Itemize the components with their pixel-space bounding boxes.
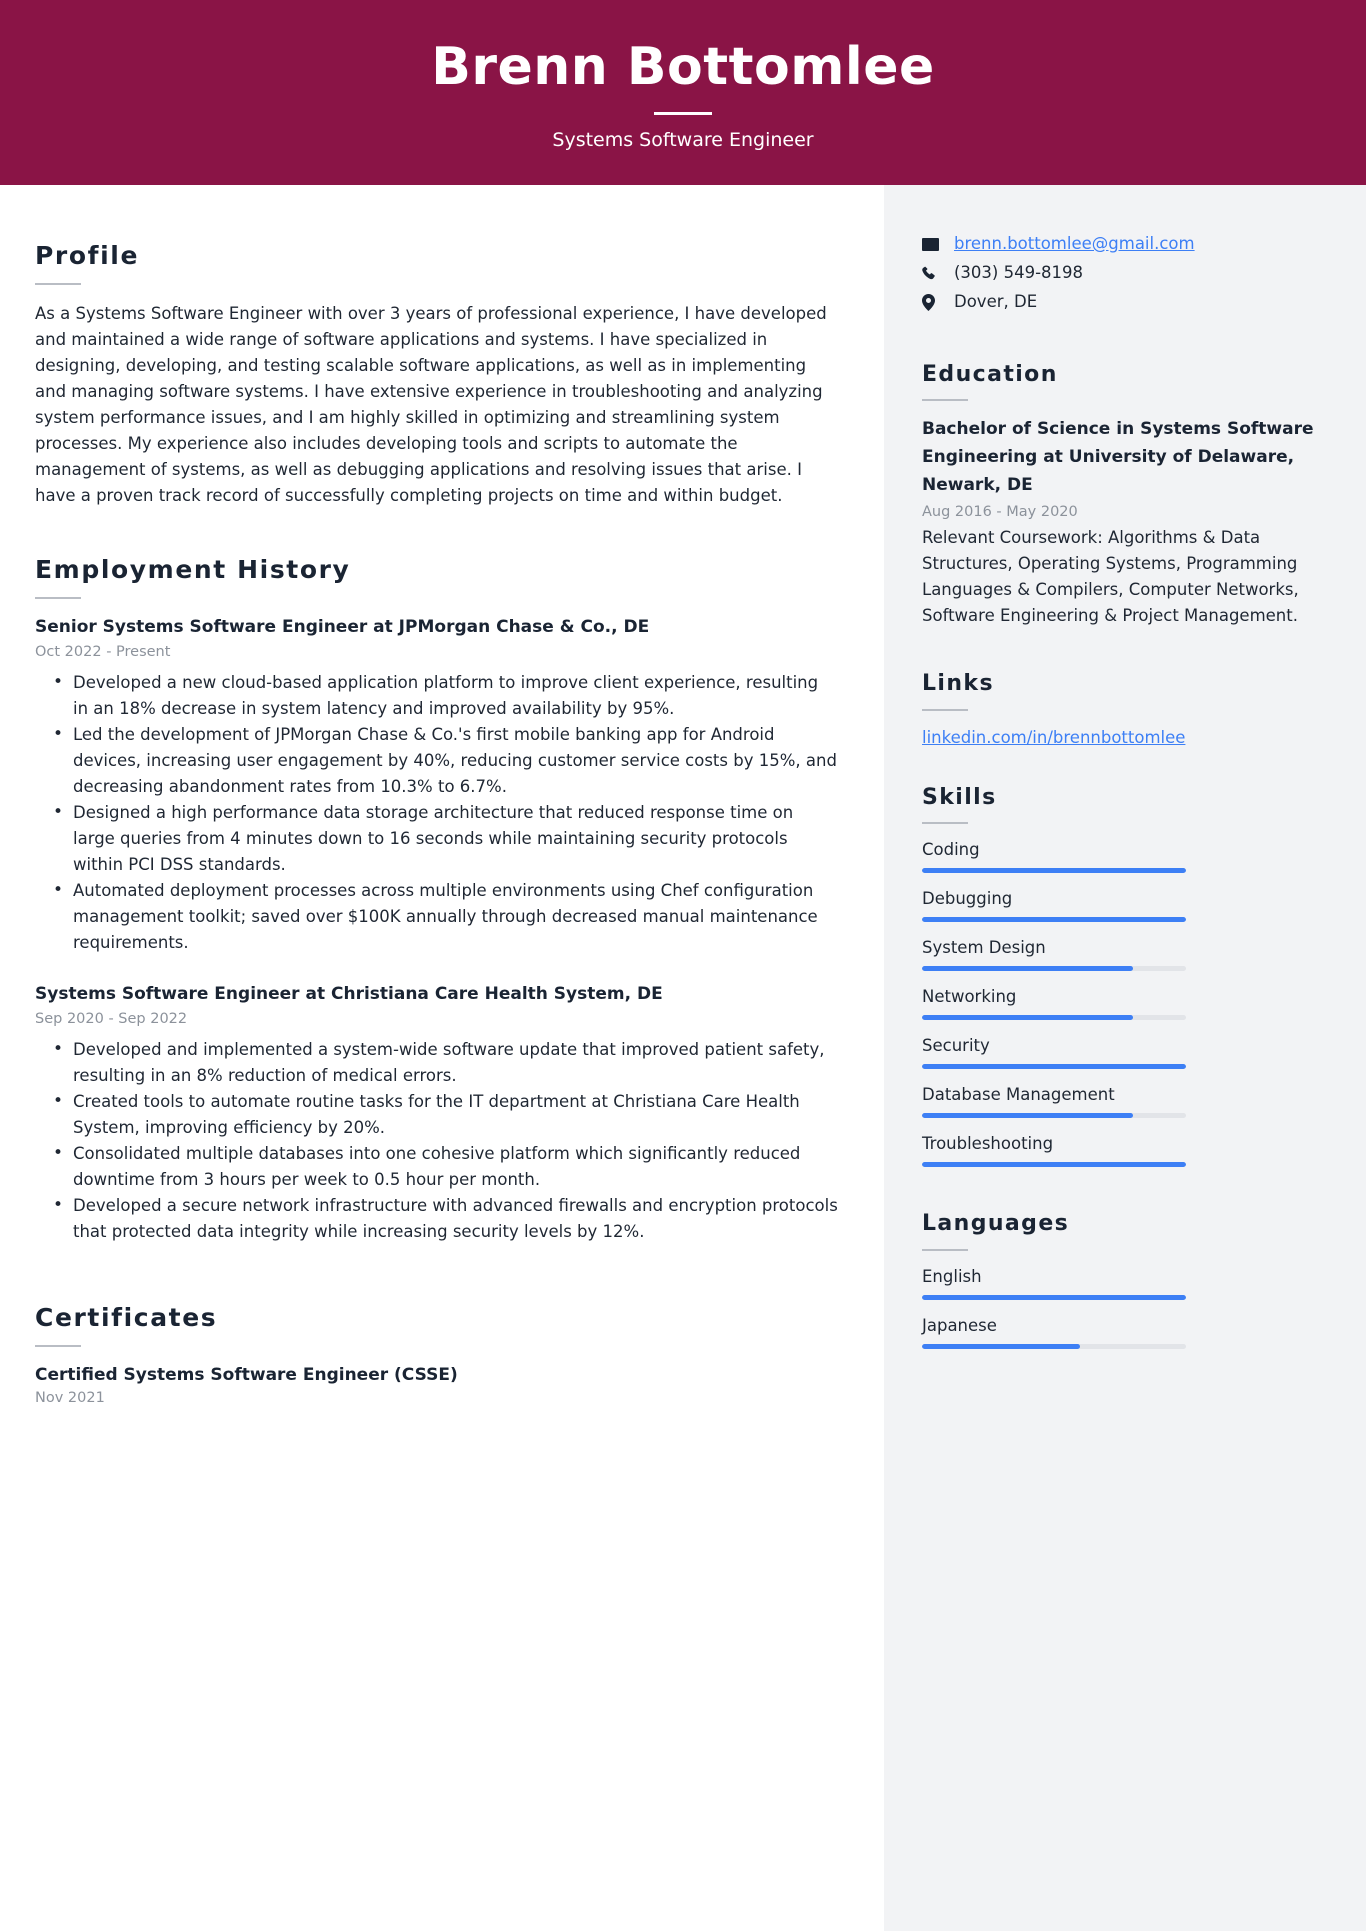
skill-item-label: Coding bbox=[922, 840, 980, 860]
section-rule bbox=[922, 399, 968, 401]
job-dates: Sep 2020 - Sep 2022 bbox=[35, 1011, 188, 1027]
profile-text: As a Systems Software Engineer with over 3 years of professional experience, I have developed and maintained a wide range of software applications and systems. I have specialized in designing, developing, and testing scalable software applications, as well as in implementing and managing software systems. I have extensive experience in troubleshooting and analyzing system performance issues, and I am highly skilled in optimizing and streamlining system processes. My experience also includes developing tools and scripts to automate the management of systems, as well as debugging applications and resolving issues that arise. I have a proven track record of successfully completing projects on time and within budget. bbox=[35, 304, 827, 505]
skill-item-label: Database Management bbox=[922, 1085, 1115, 1105]
contact-row-location bbox=[922, 291, 1320, 313]
skill-item-fill bbox=[922, 917, 1186, 922]
spacer bbox=[922, 320, 1320, 362]
skill-item bbox=[922, 1034, 1320, 1069]
section-certificates bbox=[35, 1303, 838, 1406]
list-item: • Led the development of JPMorgan Chase & Co.'s first mobile banking app for Android devices, increasing user engagement by 40%, reducing customer service costs by 15%, and decreasing abandonment rates from 10.3% to 6.7%. bbox=[73, 722, 838, 800]
skill-item-label: Troubleshooting bbox=[922, 1134, 1054, 1154]
certificate-title: Certified Systems Software Engineer (CSSE) bbox=[35, 1365, 458, 1385]
header-divider bbox=[654, 112, 712, 115]
spacer bbox=[35, 509, 838, 555]
skill-item-fill bbox=[922, 1113, 1133, 1118]
section-rule bbox=[922, 822, 968, 824]
section-rule bbox=[35, 283, 81, 285]
resume-header bbox=[0, 0, 1366, 185]
spacer bbox=[35, 1245, 838, 1303]
section-heading-certificates: Certificates bbox=[35, 1303, 218, 1332]
list-item: • Automated deployment processes across multiple environments using Chef configuration management toolkit; saved over $100K annually through decreased manual maintenance requirements. bbox=[73, 878, 838, 956]
skill-item-fill bbox=[922, 1015, 1133, 1020]
list-item: • Developed a new cloud-based application platform to improve client experience, resulting in an 18% decrease in system latency and improved availability by 95%. bbox=[73, 670, 838, 722]
job-bullet-list bbox=[35, 1037, 838, 1245]
education-description: Relevant Coursework: Algorithms & Data Structures, Operating Systems, Programming Languages & Compilers, Computer Networks, Software Engineering & Project Management. bbox=[922, 528, 1299, 626]
skill-item-track bbox=[922, 917, 1186, 922]
email-link[interactable]: brenn.bottomlee@gmail.com bbox=[954, 234, 1195, 253]
skill-item-label: Networking bbox=[922, 987, 1017, 1007]
skill-item bbox=[922, 887, 1320, 922]
skill-item bbox=[922, 985, 1320, 1020]
section-education bbox=[922, 362, 1320, 629]
section-rule bbox=[35, 1345, 81, 1347]
section-heading-employment: Employment History bbox=[35, 555, 351, 584]
skill-item-label: Security bbox=[922, 1036, 990, 1056]
skill-item-fill bbox=[922, 1162, 1186, 1167]
skill-item-track bbox=[922, 1064, 1186, 1069]
phone-number: (303) 549-8198 bbox=[954, 263, 1084, 282]
section-languages bbox=[922, 1211, 1320, 1348]
spacer bbox=[922, 751, 1320, 785]
language-item-label: Japanese bbox=[922, 1315, 997, 1335]
section-rule bbox=[922, 1249, 968, 1251]
language-item-track bbox=[922, 1344, 1186, 1349]
section-heading-links: Links bbox=[922, 671, 994, 697]
job-bullet-list bbox=[35, 670, 838, 956]
contact-details bbox=[922, 233, 1320, 313]
language-item bbox=[922, 1314, 1320, 1349]
location-text: Dover, DE bbox=[954, 292, 1038, 311]
section-heading-education: Education bbox=[922, 362, 1058, 387]
section-links bbox=[922, 671, 1320, 750]
skills-list bbox=[922, 838, 1320, 1167]
skill-item-fill bbox=[922, 966, 1133, 971]
skill-item-track bbox=[922, 1015, 1186, 1020]
contact-row-phone bbox=[922, 262, 1320, 284]
section-skills bbox=[922, 785, 1320, 1167]
language-item bbox=[922, 1265, 1320, 1300]
header-subtitle: Systems Software Engineer bbox=[552, 129, 814, 152]
certificate-date: Nov 2021 bbox=[35, 1390, 105, 1406]
section-heading-skills: Skills bbox=[922, 784, 997, 810]
job-entry bbox=[35, 982, 838, 1245]
spacer bbox=[922, 629, 1320, 671]
envelope-icon bbox=[922, 238, 944, 251]
section-rule bbox=[922, 709, 968, 711]
language-item-fill bbox=[922, 1344, 1080, 1349]
linkedin-link[interactable]: linkedin.com/in/brennbottomlee bbox=[922, 727, 1186, 747]
list-item: • Consolidated multiple databases into one cohesive platform which significantly reduced downtime from 3 hours per week to 0.5 hour per month. bbox=[73, 1141, 838, 1193]
skill-item-label: System Design bbox=[922, 938, 1046, 958]
skill-item-track bbox=[922, 1162, 1186, 1167]
resume-body bbox=[0, 185, 1366, 1931]
job-dates: Oct 2022 - Present bbox=[35, 644, 171, 660]
skill-item-fill bbox=[922, 868, 1186, 873]
location-pin-icon bbox=[922, 294, 944, 311]
skill-item bbox=[922, 838, 1320, 873]
education-dates: Aug 2016 - May 2020 bbox=[922, 504, 1078, 521]
skill-item-fill bbox=[922, 1064, 1186, 1069]
job-entry bbox=[35, 615, 838, 956]
main-column bbox=[0, 185, 884, 1931]
spacer bbox=[922, 1181, 1320, 1211]
section-rule bbox=[35, 597, 81, 599]
language-item-label: English bbox=[922, 1266, 982, 1286]
skill-item-track bbox=[922, 966, 1186, 971]
list-item: • Designed a high performance data storage architecture that reduced response time on large queries from 4 minutes down to 16 seconds while maintaining security protocols within PCI DSS standards. bbox=[73, 800, 838, 878]
job-title: Systems Software Engineer at Christiana Care Health System, DE bbox=[35, 984, 663, 1004]
sidebar bbox=[884, 185, 1366, 1931]
skill-item-label: Debugging bbox=[922, 889, 1013, 909]
page-title: Brenn Bottomlee bbox=[431, 36, 935, 97]
section-profile bbox=[35, 241, 838, 509]
certificate-entry bbox=[35, 1363, 838, 1406]
contact-row-email bbox=[922, 233, 1320, 255]
skill-item bbox=[922, 1083, 1320, 1118]
language-item-track bbox=[922, 1295, 1186, 1300]
section-heading-languages: Languages bbox=[922, 1211, 1070, 1237]
skill-item bbox=[922, 936, 1320, 971]
list-item: • Developed and implemented a system-wide software update that improved patient safety, resulting in an 8% reduction of medical errors. bbox=[73, 1037, 838, 1089]
education-degree: Bachelor of Science in Systems Software Engineering at University of Delaware, Newark, DE bbox=[922, 419, 1314, 496]
language-item-fill bbox=[922, 1295, 1186, 1300]
section-employment-history bbox=[35, 555, 838, 1245]
skill-item-track bbox=[922, 868, 1186, 873]
skill-item-track bbox=[922, 1113, 1186, 1118]
phone-icon bbox=[922, 266, 944, 281]
list-item: • Developed a secure network infrastructure with advanced firewalls and encryption protocols that protected data integrity while increasing security levels by 12%. bbox=[73, 1193, 838, 1245]
job-title: Senior Systems Software Engineer at JPMorgan Chase & Co., DE bbox=[35, 617, 650, 637]
languages-list bbox=[922, 1265, 1320, 1349]
list-item: • Created tools to automate routine tasks for the IT department at Christiana Care Health System, improving efficiency by 20%. bbox=[73, 1089, 838, 1141]
section-heading-profile: Profile bbox=[35, 241, 139, 270]
skill-item bbox=[922, 1132, 1320, 1167]
